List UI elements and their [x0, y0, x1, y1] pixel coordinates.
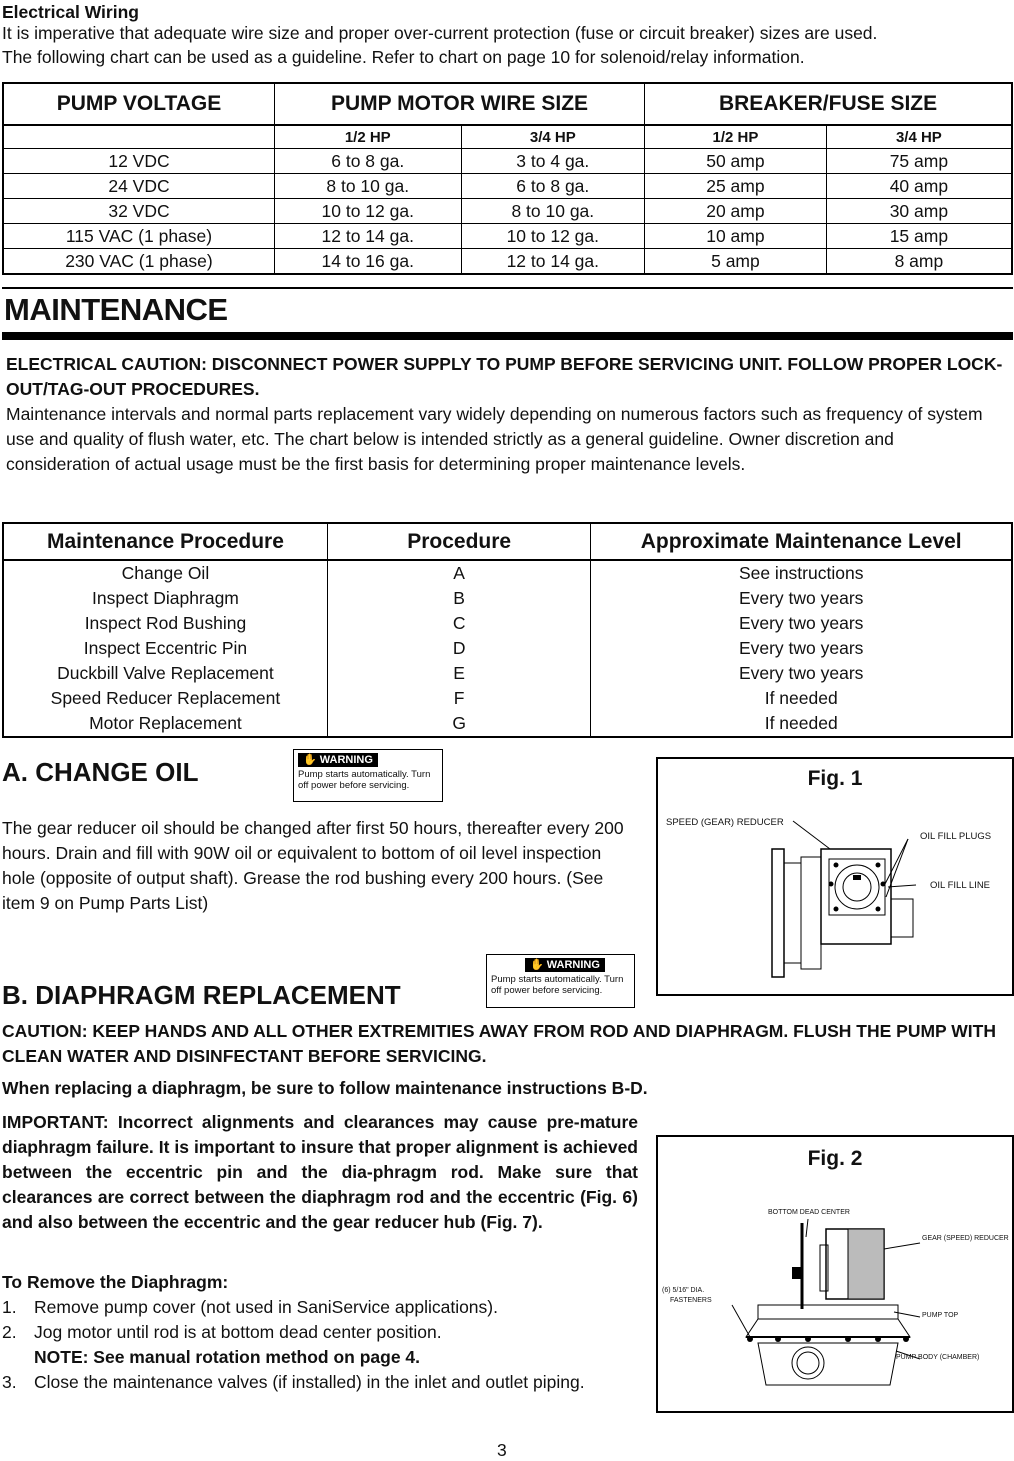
wire-size-table — [2, 82, 1013, 275]
subheader-cell: 3/4 HP — [461, 125, 645, 149]
step-number: 1. — [2, 1297, 17, 1317]
table-cell: E — [327, 661, 591, 686]
header-wire-size: PUMP MOTOR WIRE SIZE — [274, 83, 644, 125]
hand-icon: ✋ — [530, 959, 544, 971]
maintenance-table — [2, 522, 1013, 738]
label-bottom-dead-center: BOTTOM DEAD CENTER — [768, 1209, 850, 1216]
warning-label — [293, 749, 443, 802]
step-text: Close the maintenance valves (if installed) in the inlet and outlet piping. — [34, 1372, 585, 1392]
figure-2 — [656, 1135, 1014, 1413]
label-fasteners-1: (6) 5/16" DIA. — [662, 1287, 705, 1294]
table-cell: Inspect Rod Bushing — [3, 611, 327, 636]
table-cell: 10 to 12 ga. — [274, 199, 461, 224]
warning-title: WARNING — [546, 959, 600, 971]
table-cell: If needed — [591, 711, 1012, 737]
table-cell: 20 amp — [645, 199, 827, 224]
table-cell: 15 amp — [826, 224, 1012, 249]
maintenance-title: MAINTENANCE — [4, 292, 228, 327]
table-cell: A — [327, 560, 591, 586]
table-cell: Duckbill Valve Replacement — [3, 661, 327, 686]
subheader-cell: 3/4 HP — [826, 125, 1012, 149]
label-pump-body: PUMP BODY (CHAMBER) — [896, 1354, 980, 1361]
subheader-cell: 1/2 HP — [645, 125, 827, 149]
remove-diaphragm-heading: To Remove the Diaphragm: — [2, 1272, 229, 1292]
table-cell: Inspect Diaphragm — [3, 586, 327, 611]
speed-reducer-diagram — [658, 759, 1012, 994]
warning-label — [486, 954, 635, 1008]
figure-2-title: Fig. 2 — [807, 1147, 863, 1170]
table-cell: 6 to 8 ga. — [461, 174, 645, 199]
table-cell: 115 VAC (1 phase) — [3, 224, 274, 249]
table-cell: 5 amp — [645, 249, 827, 275]
subheader-cell — [3, 125, 274, 149]
table-row — [3, 711, 1012, 737]
table-cell: 50 amp — [645, 149, 827, 174]
table-cell: 24 VDC — [3, 174, 274, 199]
divider-thick — [2, 332, 1013, 340]
header-procedure: Procedure — [327, 523, 591, 560]
warning-badge — [525, 958, 605, 972]
table-cell: Inspect Eccentric Pin — [3, 636, 327, 661]
table-cell: 40 amp — [826, 174, 1012, 199]
table-cell: If needed — [591, 686, 1012, 711]
table-cell: Change Oil — [3, 560, 327, 586]
step-2-note: NOTE: See manual rotation method on page 4. — [34, 1347, 421, 1367]
electrical-intro-line2: The following chart can be used as a guideline. Refer to chart on page 10 for solenoid/relay information. — [2, 47, 805, 67]
table-cell: 8 to 10 ga. — [461, 199, 645, 224]
header-pump-voltage: PUMP VOLTAGE — [3, 83, 274, 125]
table-row — [3, 686, 1012, 711]
table-row — [3, 661, 1012, 686]
table-cell: 12 VDC — [3, 149, 274, 174]
warning-text: Pump starts automatically. Turn off power before servicing. — [298, 769, 431, 791]
pump-assembly-diagram — [658, 1137, 1012, 1411]
table-cell: 8 amp — [826, 249, 1012, 275]
section-a-title: A. CHANGE OIL — [2, 757, 199, 787]
table-cell: Every two years — [591, 611, 1012, 636]
table-row — [3, 586, 1012, 611]
page-number: 3 — [497, 1440, 507, 1460]
label-fasteners-2: FASTENERS — [670, 1297, 712, 1304]
table-cell: 10 to 12 ga. — [461, 224, 645, 249]
wire-table-header-row — [3, 83, 1012, 125]
section-b-title: B. DIAPHRAGM REPLACEMENT — [2, 980, 401, 1010]
section-a-body: The gear reducer oil should be changed after first 50 hours, thereafter every 200 hours. Drain and fill with 90W oil or equivalent to bottom of oil level inspection hole (opposite of output shaft). Grease the rod bushing every 200 hours. (See item 9 on Pump Parts List) — [2, 818, 624, 913]
maintenance-caution: ELECTRICAL CAUTION: DISCONNECT POWER SUPPLY TO PUMP BEFORE SERVICING UNIT. FOLLOW PROPER LOCK-OUT/TAG-OUT PROCEDURES. — [6, 354, 1003, 399]
table-cell: F — [327, 686, 591, 711]
hand-icon: ✋ — [303, 754, 317, 766]
table-row — [3, 199, 1012, 224]
label-speed-reducer: SPEED (GEAR) REDUCER — [666, 817, 784, 828]
table-cell: 32 VDC — [3, 199, 274, 224]
table-cell: 8 to 10 ga. — [274, 174, 461, 199]
figure-1 — [656, 757, 1014, 996]
table-row — [3, 636, 1012, 661]
table-row — [3, 560, 1012, 586]
table-cell: 14 to 16 ga. — [274, 249, 461, 275]
table-row — [3, 611, 1012, 636]
electrical-intro-line1: It is imperative that adequate wire size and proper over-current protection (fuse or circuit breaker) sizes are used. — [2, 23, 878, 43]
warning-title: WARNING — [319, 754, 373, 766]
table-cell: 12 to 14 ga. — [274, 224, 461, 249]
label-oil-fill-plugs: OIL FILL PLUGS — [920, 831, 992, 842]
header-breaker-size: BREAKER/FUSE SIZE — [645, 83, 1012, 125]
step-number: 3. — [2, 1372, 17, 1392]
table-cell: Every two years — [591, 586, 1012, 611]
label-pump-top: PUMP TOP — [922, 1312, 959, 1319]
table-row — [3, 224, 1012, 249]
figure-1-title: Fig. 1 — [807, 767, 863, 790]
step-text: Remove pump cover (not used in SaniService applications). — [34, 1297, 498, 1317]
table-cell: Every two years — [591, 661, 1012, 686]
electrical-heading: Electrical Wiring — [2, 2, 139, 22]
table-cell: See instructions — [591, 560, 1012, 586]
section-b-note: When replacing a diaphragm, be sure to follow maintenance instructions B-D. — [2, 1078, 648, 1098]
table-cell: 12 to 14 ga. — [461, 249, 645, 275]
warning-badge — [298, 753, 378, 767]
table-cell: Speed Reducer Replacement — [3, 686, 327, 711]
table-cell: Motor Replacement — [3, 711, 327, 737]
table-cell: D — [327, 636, 591, 661]
wire-table-subheader-row — [3, 125, 1012, 149]
table-cell: 10 amp — [645, 224, 827, 249]
table-cell: 230 VAC (1 phase) — [3, 249, 274, 275]
table-cell: 30 amp — [826, 199, 1012, 224]
header-maintenance-procedure: Maintenance Procedure — [3, 523, 327, 560]
subheader-cell: 1/2 HP — [274, 125, 461, 149]
table-row — [3, 149, 1012, 174]
table-cell: 3 to 4 ga. — [461, 149, 645, 174]
step-text: Jog motor until rod is at bottom dead center position. — [34, 1322, 442, 1342]
table-cell: C — [327, 611, 591, 636]
warning-text: Pump starts automatically. Turn off power before servicing. — [491, 974, 624, 996]
table-cell: G — [327, 711, 591, 737]
header-maintenance-level: Approximate Maintenance Level — [591, 523, 1012, 560]
table-cell: B — [327, 586, 591, 611]
table-cell: Every two years — [591, 636, 1012, 661]
label-oil-fill-line: OIL FILL LINE — [930, 880, 991, 891]
table-cell: 25 amp — [645, 174, 827, 199]
maint-table-header-row — [3, 523, 1012, 560]
table-cell: 75 amp — [826, 149, 1012, 174]
table-cell: 6 to 8 ga. — [274, 149, 461, 174]
label-gear-reducer: GEAR (SPEED) REDUCER — [922, 1235, 1009, 1242]
table-row — [3, 249, 1012, 275]
maintenance-body: Maintenance intervals and normal parts replacement vary widely depending on numerous factors such as frequency of system use and quality of flush water, etc. The chart below is intended strictly as a general guideline. Owner discretion and consideration of actual usage must be the first basis for determining proper maintenance levels. — [6, 404, 983, 474]
section-b-important: IMPORTANT: Incorrect alignments and clearances may cause pre-mature diaphragm failure. It is important to insure that proper alignment is achieved between the eccentric pin and the dia-phragm rod. Make sure that clearances are correct between the diaphragm rod and the eccentric (Fig. 6) and also between the eccentric and the gear reducer hub (Fig. 7). — [2, 1112, 638, 1232]
table-row — [3, 174, 1012, 199]
divider — [2, 287, 1013, 289]
step-number: 2. — [2, 1322, 17, 1342]
section-b-caution: CAUTION: KEEP HANDS AND ALL OTHER EXTREMITIES AWAY FROM ROD AND DIAPHRAGM. FLUSH THE PUMP WITH CLEAN WATER AND DISINFECTANT BEFORE SERVICING. — [2, 1021, 996, 1066]
